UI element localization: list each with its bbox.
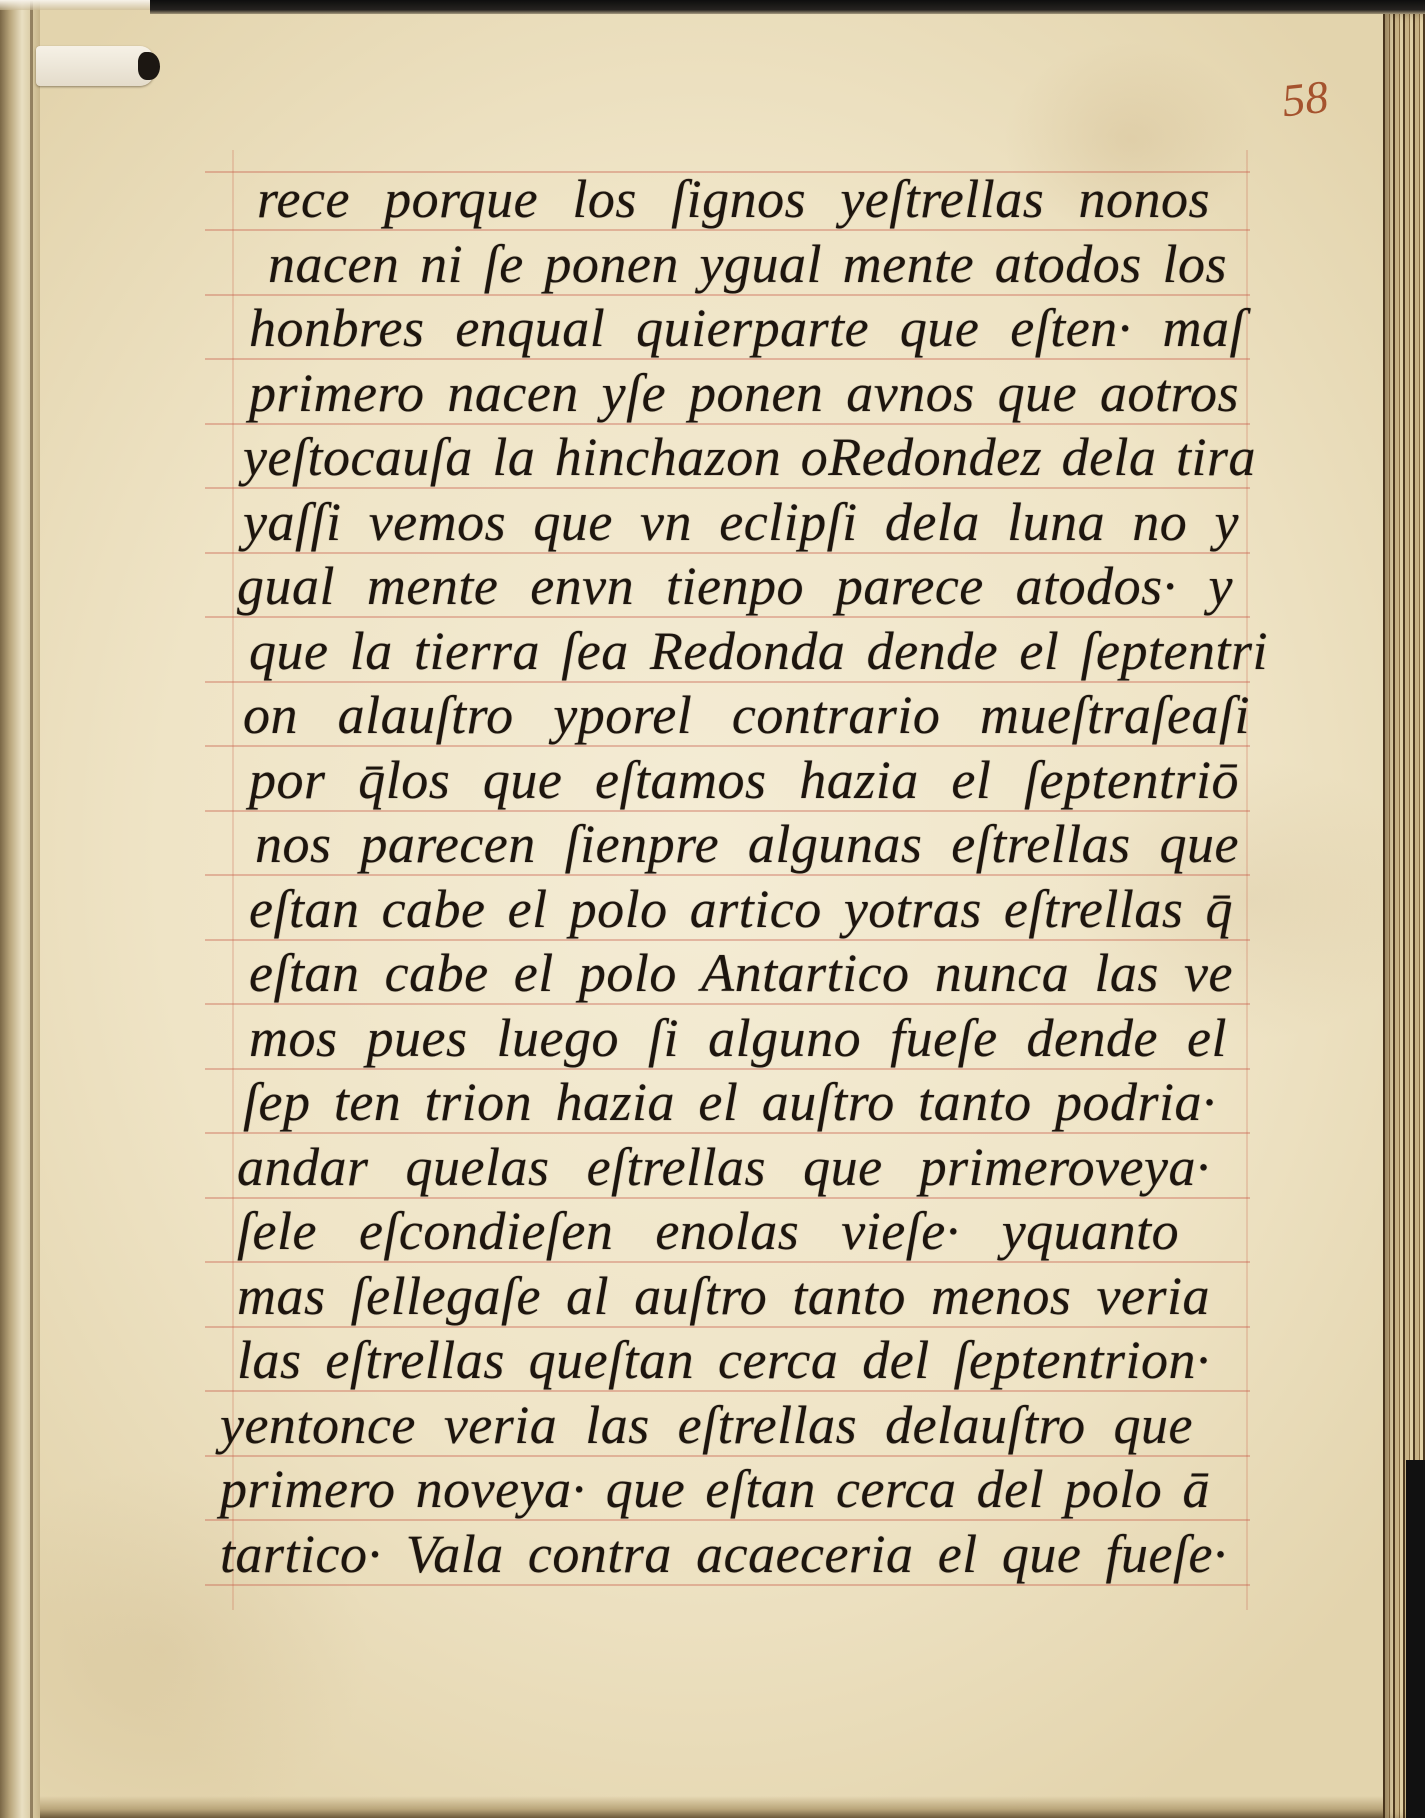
manuscript-line: primero noveya· que eſtan cerca del polo ā [220, 1459, 1210, 1519]
manuscript-line: mos pues luego ſi alguno fueſe dende el [249, 1007, 1227, 1068]
manuscript-line: que la tierra ſea Redonda dende el ſeptentri [249, 620, 1268, 681]
manuscript-line: ſep ten trion hazia el auſtro tanto podria· [243, 1072, 1216, 1132]
top-left-corner [0, 0, 150, 10]
manuscript-line: on alauſtro yporel contrario mueſtraſeaſi [243, 685, 1250, 745]
manuscript-line: rece porque los ſignos yeſtrellas nonos [257, 169, 1210, 229]
manuscript-line: yeſtocauſa la hinchazon oRedondez dela tira [243, 427, 1256, 487]
manuscript-line: honbres enqual quierparte que eſten· maſ [249, 298, 1245, 358]
manuscript-line: eſtan cabe el polo Antartico nunca las ve [249, 943, 1233, 1003]
manuscript-line: las eſtrellas queſtan cerca del ſeptentrion· [237, 1330, 1210, 1390]
manuscript-line: yentonce veria las eſtrellas delauſtro que [220, 1394, 1193, 1455]
manuscript-line: tartico· Vala contra acaeceria el que fueſe· [220, 1523, 1227, 1584]
manuscript-line: mas ſellegaſe al auſtro tanto menos veria [237, 1265, 1210, 1326]
manuscript-line: nacen ni ſe ponen ygual mente atodos los [268, 233, 1227, 294]
page-stack-shadow [1406, 1460, 1425, 1818]
manuscript-line: por q̄los que eſtamos hazia el ſeptentriō [249, 749, 1239, 810]
ruling-margin-line [1246, 150, 1248, 1610]
manuscript-line: nos parecen ſienpre algunas eſtrellas que [255, 814, 1239, 874]
top-page-edge [150, 0, 1425, 14]
binding-fold [30, 0, 33, 1818]
binding-gutter [0, 0, 40, 1818]
bottom-page-edge [40, 1796, 1383, 1818]
manuscript-line: yaſſi vemos que vn eclipſi dela luna no y [243, 491, 1239, 552]
ruling-margin-line [232, 150, 234, 1610]
paper-tab-tip [138, 52, 160, 80]
manuscript-line: andar quelas eſtrellas que primeroveya· [237, 1136, 1210, 1197]
paper-tab [36, 46, 154, 86]
manuscript-line: eſtan cabe el polo artico yotras eſtrellas q̄ [249, 878, 1233, 939]
manuscript-line: primero nacen yſe ponen avnos que aotros [249, 362, 1239, 423]
manuscript-line: ſele eſcondieſen enolas vieſe· yquanto [237, 1201, 1180, 1261]
folio-number: 58 [1279, 70, 1331, 127]
manuscript-line: gual mente envn tienpo parece atodos· y [237, 556, 1233, 616]
